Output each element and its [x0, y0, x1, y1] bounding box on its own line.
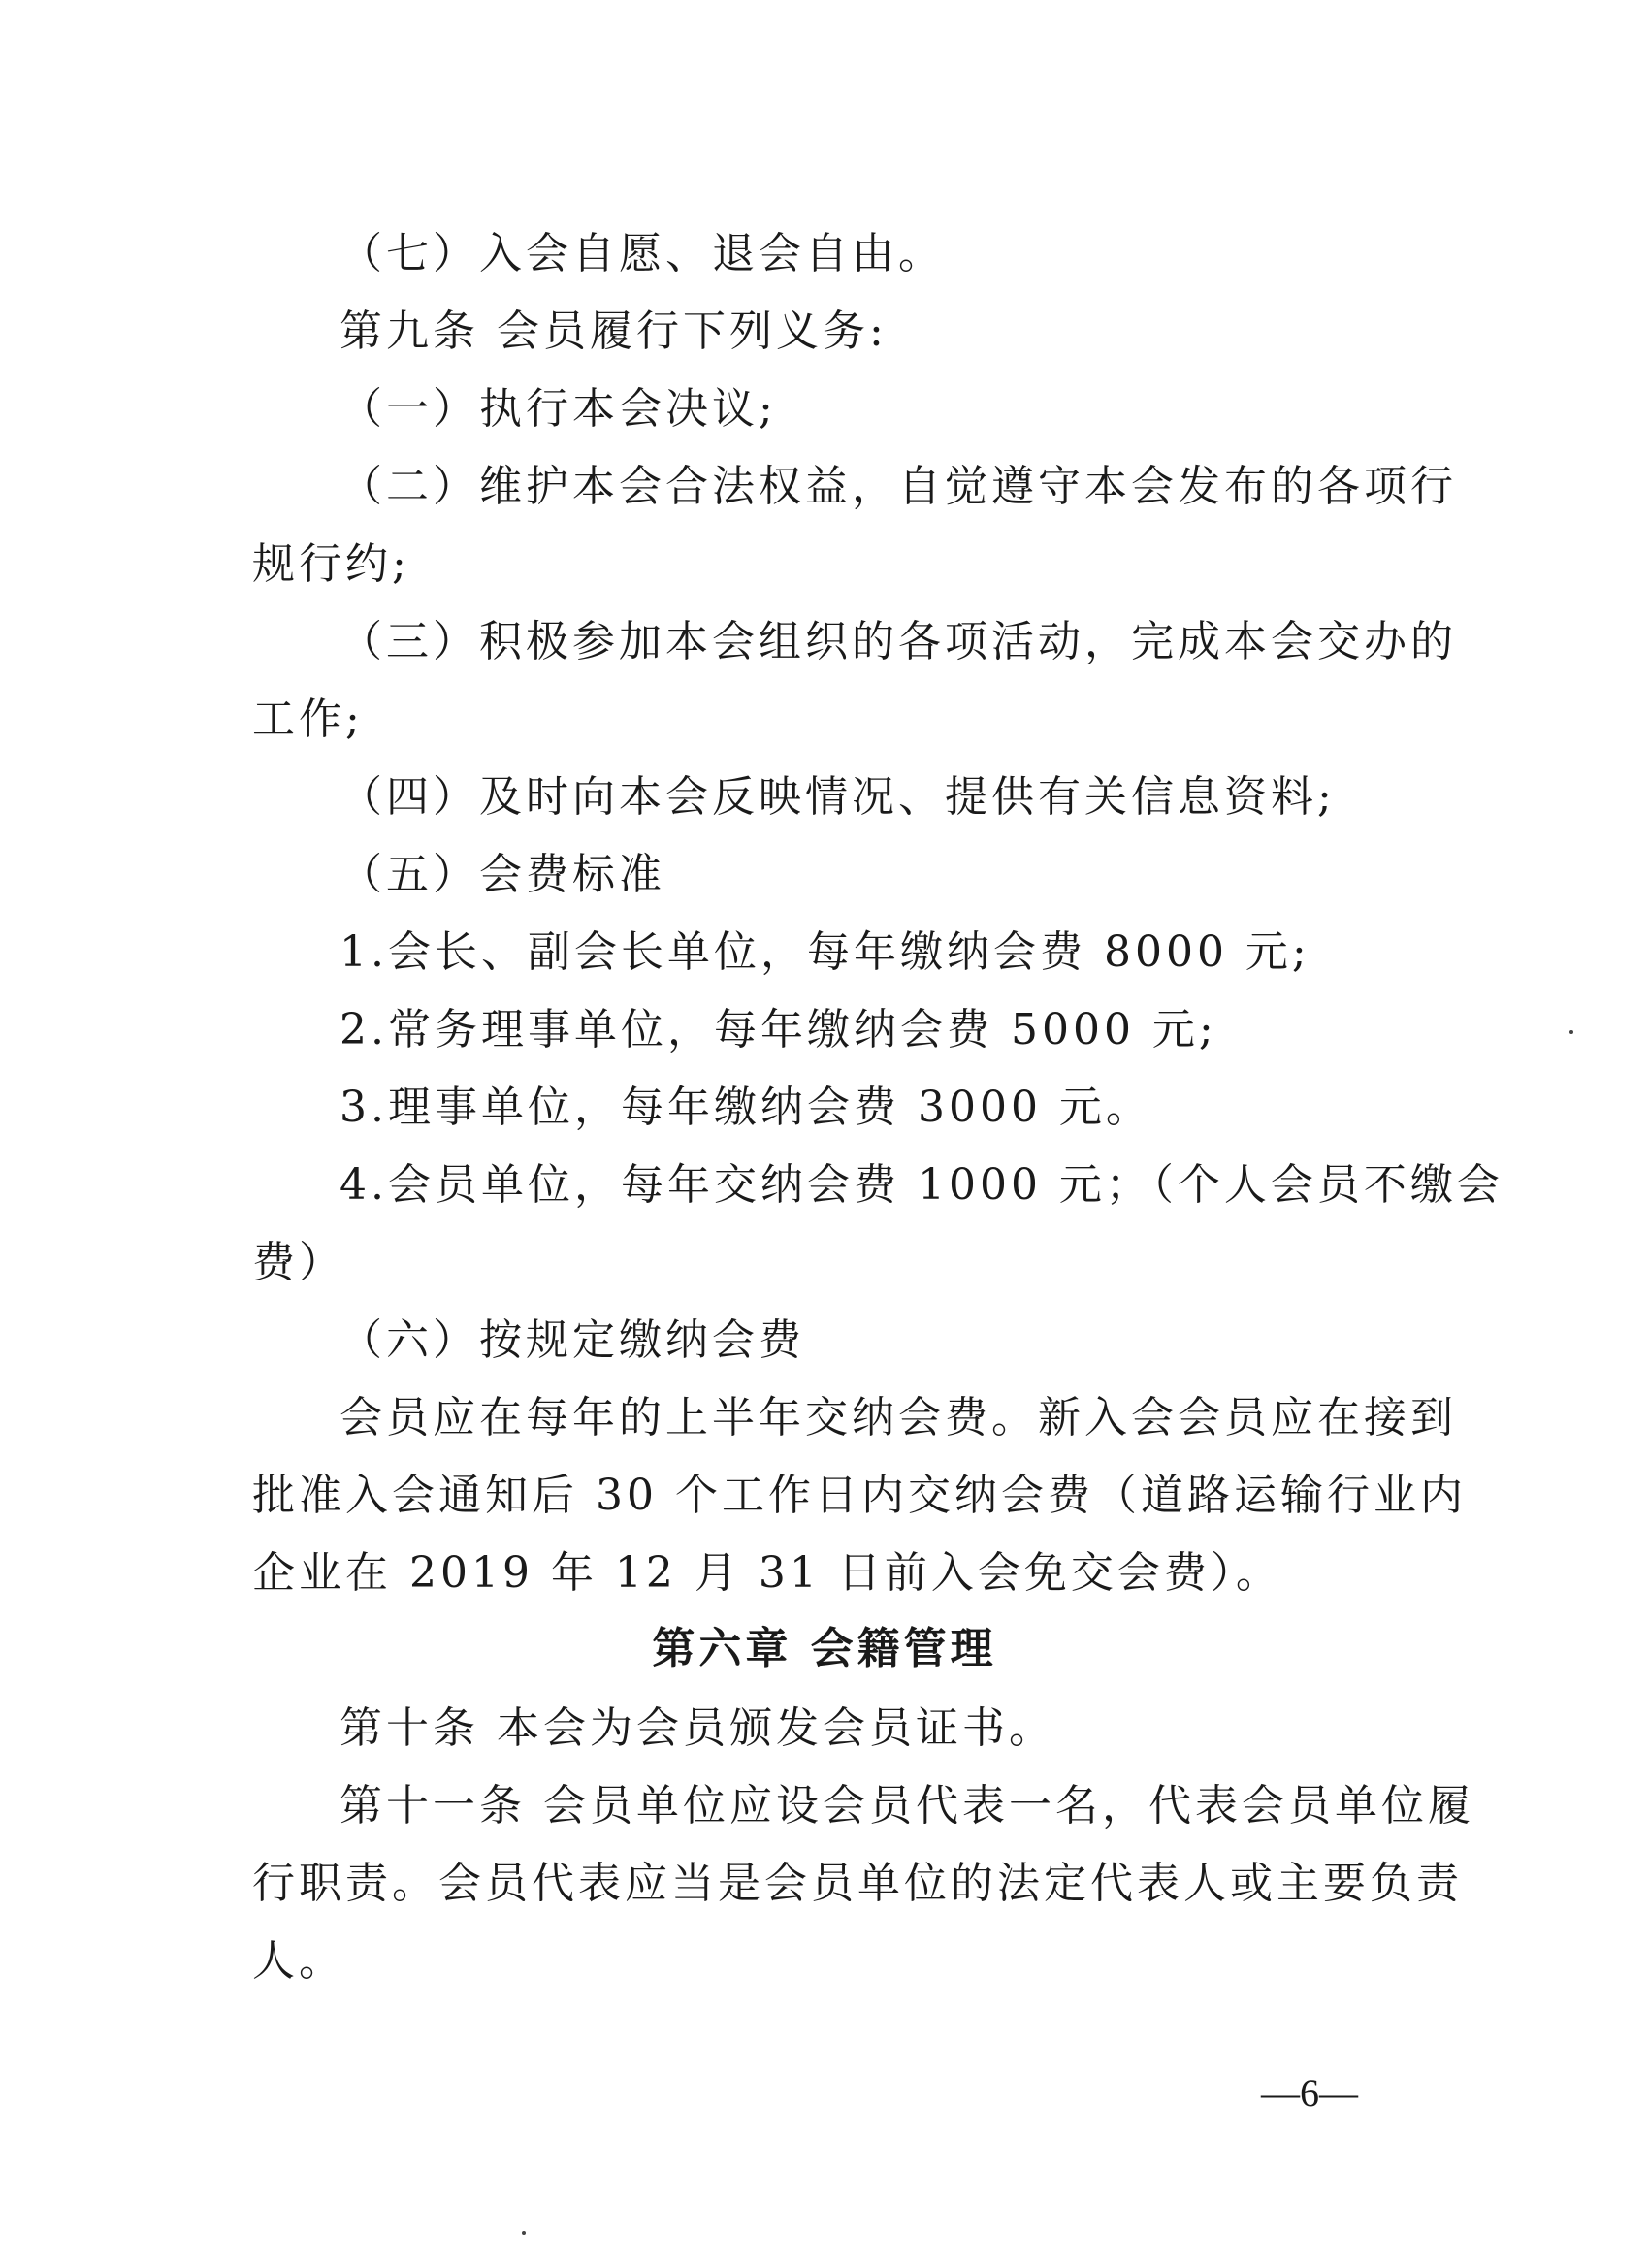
paragraph-line: （五）会费标准: [340, 850, 665, 899]
paragraph-line: （六）按规定缴纳会费: [340, 1315, 805, 1365]
fee-item: 3.理事单位，每年缴纳会费 3000 元。: [340, 1083, 1152, 1132]
paragraph-line: （二）维护本会合法权益，自觉遵守本会发布的各项行: [340, 462, 1457, 511]
scan-speck: [522, 2231, 526, 2235]
paragraph-line: 费）: [252, 1238, 345, 1287]
paragraph-line: （三）积极参加本会组织的各项活动，完成本会交办的: [340, 617, 1457, 666]
article-eleven: 第十一条 会员单位应设会员代表一名，代表会员单位履: [340, 1781, 1474, 1831]
paragraph-line: （七）入会自愿、退会自由。: [340, 229, 945, 278]
fee-item: 2.常务理事单位，每年缴纳会费 5000 元;: [340, 1005, 1217, 1054]
article-nine-title: 第九条 会员履行下列义务:: [340, 307, 888, 356]
paragraph-line: 规行约;: [252, 539, 410, 589]
paragraph-line: （四）及时向本会反映情况、提供有关信息资料;: [340, 772, 1336, 822]
paragraph-line: 人。: [252, 1936, 345, 1986]
paragraph-line: 批准入会通知后 30 个工作日内交纳会费（道路运输行业内: [252, 1471, 1467, 1520]
paragraph-line: 企业在 2019 年 12 月 31 日前入会免交会费）。: [252, 1548, 1282, 1598]
fee-item: 4.会员单位，每年交纳会费 1000 元；（个人会员不缴会: [340, 1160, 1504, 1210]
page-number: —6—: [1261, 2071, 1358, 2115]
paragraph-line: 行职责。会员代表应当是会员单位的法定代表人或主要负责: [252, 1859, 1463, 1908]
article-ten: 第十条 本会为会员颁发会员证书。: [340, 1703, 1055, 1753]
fee-item: 1.会长、副会长单位，每年缴纳会费 8000 元;: [340, 927, 1310, 977]
scan-speck: [1569, 1030, 1573, 1034]
chapter-heading: 第六章 会籍管理: [652, 1624, 997, 1673]
paragraph-line: 工作;: [252, 695, 364, 744]
paragraph-line: （一）执行本会决议;: [340, 384, 777, 434]
paragraph-line: 会员应在每年的上半年交纳会费。新入会会员应在接到: [340, 1393, 1457, 1442]
